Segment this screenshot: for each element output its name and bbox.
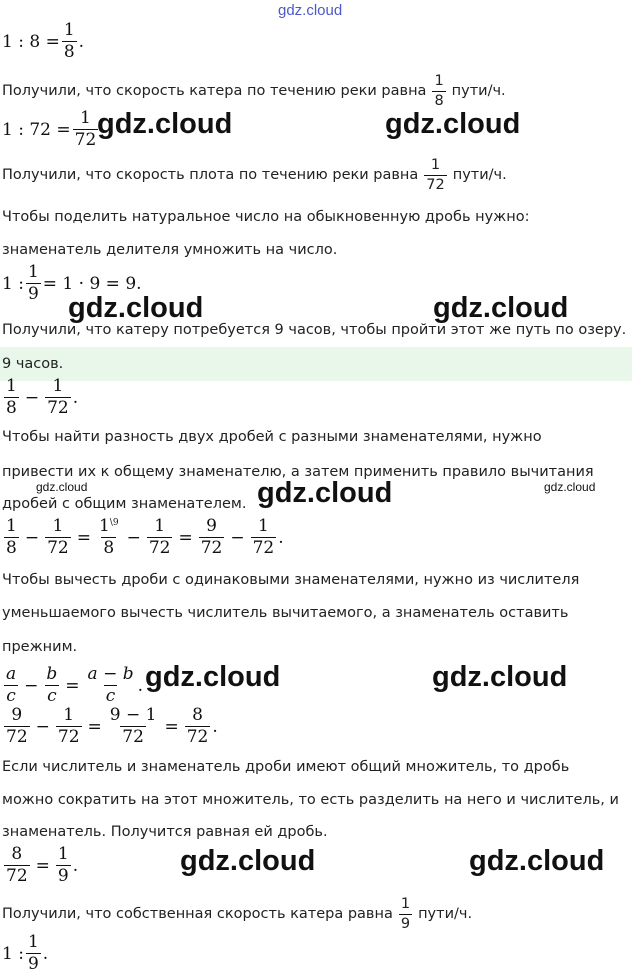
text-15-denominator: 9 [400, 915, 411, 932]
watermark-small: gdz.cloud [36, 480, 88, 494]
equation-7 [2, 707, 218, 746]
text-same-denominator-rule-3: прежним. [2, 639, 78, 655]
eq6-fraction-b [44, 666, 59, 705]
watermark: gdz.cloud [68, 292, 204, 324]
eq7-equals-1: = [87, 716, 102, 737]
text-reduce-rule-2: можно сократить на этот множитель, то есть разделить на него и числитель, и [2, 792, 619, 808]
eq5-minus-2: − [126, 527, 141, 548]
text-2-numerator: 1 [430, 157, 441, 173]
text-1-numerator: 1 [434, 73, 444, 89]
eq1-lhs: 1 : 8 = [2, 31, 60, 52]
eq9-numerator: 1 [27, 932, 39, 952]
text-1-pre: Получили, что скорость катера по течению реки равна [2, 83, 427, 99]
text-difference-rule-2: привести их к общему знаменателю, а затем применить правило вычитания [2, 464, 594, 480]
text-15-post: пути/ч. [418, 906, 473, 922]
equation-6 [2, 666, 143, 705]
eq5-minus-1: − [24, 527, 40, 548]
equation-1 [2, 22, 84, 61]
eq7-c-denominator: 72 [122, 727, 144, 747]
eq6-equals: = [65, 675, 80, 696]
eq7-c-numerator: 9 − 1 [109, 705, 157, 725]
eq1-fraction [62, 22, 77, 61]
eq7-fraction-b [56, 707, 82, 746]
text-reduce-rule-1: Если числитель и знаменатель дроби имеют общий множитель, то дробь [2, 759, 570, 775]
text-1-fraction [432, 74, 445, 108]
eq2-denominator: 72 [74, 130, 97, 150]
eq1-numerator: 1 [63, 20, 75, 40]
text-boat-own-speed [2, 897, 472, 931]
eq5-a-denominator: 8 [6, 538, 17, 558]
eq1-end: . [78, 31, 85, 52]
eq6-fraction-c [86, 666, 136, 705]
watermark: gdz.cloud [469, 845, 605, 877]
eq6-end: . [137, 675, 144, 696]
eq7-d-denominator: 72 [186, 727, 209, 747]
eq5-a-numerator: 1 [6, 516, 17, 536]
eq5-c-numerator [97, 518, 121, 537]
text-boat-hours: Получили, что катеру потребуется 9 часов, чтобы пройти этот же путь по озеру. [2, 322, 627, 338]
eq7-fraction-d [185, 707, 211, 746]
eq3-denominator: 9 [27, 284, 39, 304]
text-same-denominator-rule-2: уменьшаемого вычесть числитель вычитаемого, а знаменатель оставить [2, 605, 569, 621]
text-difference-rule-3: дробей с общим знаменателем. [2, 496, 247, 512]
eq1-denominator: 8 [63, 42, 75, 62]
eq9-end: . [42, 943, 49, 964]
equation-5 [2, 518, 284, 557]
eq4-b-numerator: 1 [52, 376, 64, 396]
watermark: gdz.cloud [97, 108, 233, 140]
eq7-a-denominator: 72 [6, 727, 28, 747]
eq3-numerator: 1 [27, 262, 39, 282]
eq6-a-denominator: c [6, 686, 16, 706]
watermark: gdz.cloud [432, 661, 568, 693]
eq5-fraction-f [251, 518, 277, 557]
eq7-a-numerator: 9 [11, 705, 23, 725]
eq5-e-numerator: 9 [206, 516, 217, 536]
text-15-fraction [399, 897, 412, 931]
text-1-post: пути/ч. [451, 83, 506, 99]
eq5-c-denominator: 8 [103, 538, 115, 558]
equation-8 [2, 846, 78, 885]
watermark: gdz.cloud [385, 108, 521, 140]
eq5-f-denominator: 72 [252, 538, 275, 558]
eq4-end: . [72, 387, 79, 408]
eq5-d-numerator: 1 [154, 516, 166, 536]
text-reduce-rule-3: знаменатель. Получится равная ей дробь. [2, 824, 328, 840]
text-division-rule-1: Чтобы поделить натуральное число на обыкновенную дробь нужно: [2, 209, 530, 225]
equation-9 [2, 934, 48, 973]
eq8-equals: = [35, 855, 50, 876]
eq7-fraction-c [108, 707, 159, 746]
text-2-post: пути/ч. [452, 167, 507, 183]
eq4-a-denominator: 8 [6, 398, 17, 418]
eq7-fraction-a [4, 707, 30, 746]
equation-2 [2, 110, 100, 149]
text-same-denominator-rule-1: Чтобы вычесть дроби с одинаковыми знаменателями, нужно из числителя [2, 572, 580, 588]
eq7-minus: − [35, 716, 50, 737]
eq4-minus: − [24, 387, 40, 408]
eq5-equals-2: = [178, 527, 193, 548]
eq8-fraction-a [4, 846, 30, 885]
eq5-fraction-d [147, 518, 173, 557]
text-1-denominator: 8 [434, 92, 444, 109]
text-2-denominator: 72 [426, 176, 445, 193]
eq6-c-denominator: c [105, 686, 116, 706]
text-raft-speed [2, 158, 507, 192]
eq3-lhs: 1 : [2, 273, 24, 294]
eq5-b-numerator: 1 [52, 516, 64, 536]
eq9-denominator: 9 [27, 954, 39, 974]
eq2-lhs: 1 : 72 = [2, 119, 71, 140]
eq4-fraction-a [4, 378, 19, 417]
eq5-d-denominator: 72 [148, 538, 171, 558]
eq7-equals-2: = [164, 716, 179, 737]
eq8-b-numerator: 1 [57, 844, 69, 864]
eq3-fraction [26, 264, 41, 303]
eq5-c-multiplier: \9 [109, 518, 119, 528]
text-difference-rule-1: Чтобы найти разность двух дробей с разными знаменателями, нужно [2, 429, 542, 445]
equation-4 [2, 378, 78, 417]
answer-highlight [0, 347, 632, 381]
text-15-pre: Получили, что собственная скорость катера равна [2, 906, 393, 922]
eq5-equals-1: = [76, 527, 91, 548]
eq7-end: . [212, 716, 218, 737]
eq5-fraction-e [199, 518, 225, 557]
eq7-b-numerator: 1 [63, 705, 75, 725]
eq9-lhs: 1 : [2, 943, 24, 964]
eq8-end: . [72, 855, 79, 876]
eq5-fraction-a [4, 518, 19, 557]
eq6-b-denominator: c [47, 686, 57, 706]
eq2-numerator: 1 [80, 108, 91, 128]
eq5-b-denominator: 72 [47, 538, 69, 558]
eq5-e-denominator: 72 [200, 538, 223, 558]
watermark: gdz.cloud [257, 477, 393, 509]
eq6-c-numerator: a − b [87, 664, 134, 684]
watermark-top: gdz.cloud [278, 2, 343, 19]
eq7-d-numerator: 8 [192, 705, 203, 725]
eq5-end: . [278, 527, 284, 548]
watermark: gdz.cloud [145, 661, 281, 693]
eq5-c-numerator-value: 1 [98, 516, 110, 536]
eq6-fraction-a [4, 666, 18, 705]
eq6-b-numerator: b [46, 664, 58, 684]
eq4-a-numerator: 1 [6, 376, 17, 396]
eq6-a-numerator: a [6, 664, 17, 684]
text-2-pre: Получили, что скорость плота по течению реки равна [2, 167, 419, 183]
text-15-numerator: 1 [400, 896, 411, 912]
eq5-fraction-b [45, 518, 71, 557]
eq5-f-numerator: 1 [258, 516, 269, 536]
eq4-fraction-b [45, 378, 71, 417]
answer-text: 9 часов. [2, 356, 64, 372]
text-division-rule-2: знаменатель делителя умножить на число. [2, 242, 338, 258]
eq8-b-denominator: 9 [57, 866, 69, 886]
eq6-minus: − [24, 675, 39, 696]
text-boat-downstream-speed [2, 74, 506, 108]
eq9-fraction [26, 934, 41, 973]
eq8-a-numerator: 8 [11, 844, 23, 864]
eq8-a-denominator: 72 [6, 866, 28, 886]
watermark: gdz.cloud [433, 292, 569, 324]
eq2-fraction [73, 110, 99, 149]
eq7-b-denominator: 72 [57, 727, 80, 747]
eq8-fraction-b [56, 846, 71, 885]
eq5-fraction-c [97, 518, 121, 557]
text-2-fraction [424, 158, 446, 192]
eq4-b-denominator: 72 [47, 398, 69, 418]
watermark: gdz.cloud [180, 845, 316, 877]
eq3-rhs: = 1 · 9 = 9. [42, 273, 142, 294]
watermark-small: gdz.cloud [544, 480, 596, 494]
eq5-minus-3: − [230, 527, 245, 548]
